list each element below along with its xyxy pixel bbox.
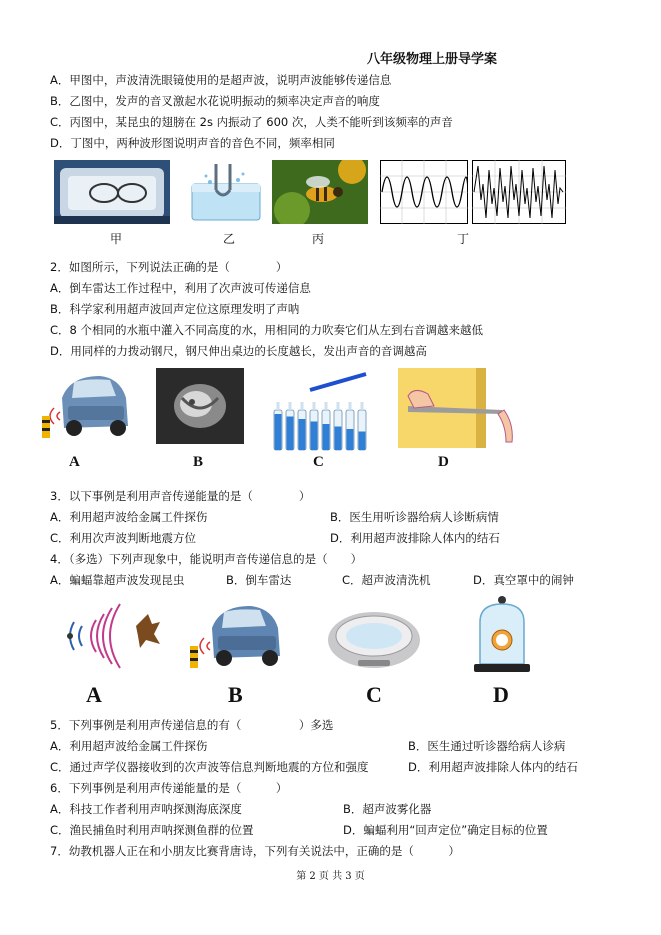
q2-label-c: C xyxy=(313,454,324,470)
q6-option-d: D．蝙蝠利用“回声定位”确定目标的位置 xyxy=(343,823,548,837)
q5-option-c: C．通过声学仪器接收到的次声波等信息判断地震的方位和强度 xyxy=(50,760,369,774)
ultrasonic-cleaner-image xyxy=(54,160,170,224)
caption-jia: 甲 xyxy=(110,232,123,246)
q4-option-d: D．真空罩中的闹钟 xyxy=(473,573,574,587)
q4-stem: 4．（多选）下列声现象中，能说明声音传递信息的是（ ） xyxy=(50,552,363,566)
water-bottle xyxy=(310,402,318,450)
q4-option-a: A．蝙蝠靠超声波发现昆虫 xyxy=(50,573,185,587)
page-header-title: 八年级物理上册导学案 xyxy=(367,52,498,67)
water-bottles-image xyxy=(270,370,370,452)
q2-label-d: D xyxy=(438,454,449,470)
water-bottle xyxy=(358,402,366,450)
water-bottle xyxy=(274,402,282,450)
water-bottle xyxy=(346,402,354,450)
water-bottle xyxy=(298,402,306,450)
caption-yi: 乙 xyxy=(223,232,236,246)
q2-option-b: B．科学家利用超声波回声定位这原理发明了声呐 xyxy=(50,302,300,316)
q3-option-b: B．医生用听诊器给病人诊断病情 xyxy=(330,510,499,524)
q2-stem: 2．如图所示，下列说法正确的是（ ） xyxy=(50,260,288,274)
q6-stem: 6．下列事例是利用声传递能量的是（ ） xyxy=(50,781,288,795)
water-bottle xyxy=(322,402,330,450)
q3-option-d: D．利用超声波排除人体内的结石 xyxy=(330,531,500,545)
car-reverse-radar-image xyxy=(40,368,132,444)
bee-image xyxy=(272,160,368,224)
q5-option-a: A．利用超声波给金属工件探伤 xyxy=(50,739,208,753)
q3-option-a: A．利用超声波给金属工件探伤 xyxy=(50,510,208,524)
q6-option-a: A．科技工作者利用声呐探测海底深度 xyxy=(50,802,242,816)
q1-option-d: D．丁图中，两种波形图说明声音的音色不同，频率相同 xyxy=(50,136,335,150)
q5-option-d: D．利用超声波排除人体内的结石 xyxy=(408,760,578,774)
q6-option-c: C．渔民捕鱼时利用声呐探测鱼群的位置 xyxy=(50,823,254,837)
q1-option-b: B．乙图中，发声的音叉激起水花说明振动的频率决定声音的响度 xyxy=(50,94,380,108)
q4-label-c: C xyxy=(366,682,382,707)
q2-option-c: C．8 个相同的水瓶中灌入不同高度的水，用相同的力吹奏它们从左到右音调越来越低 xyxy=(50,323,483,337)
ultrasonic-cleaner-machine-image xyxy=(324,600,424,674)
q7-stem: 7．幼教机器人正在和小朋友比赛背唐诗，下列有关说法中，正确的是（ ） xyxy=(50,844,460,858)
car-radar-image-2 xyxy=(186,600,284,674)
steel-ruler-image xyxy=(394,366,520,452)
waveform-graph-1 xyxy=(380,160,468,224)
q4-label-d: D xyxy=(493,682,509,707)
waveform-graph-2 xyxy=(472,160,566,224)
q5-stem: 5．下列事例是利用声传递信息的有（ ）多选 xyxy=(50,718,334,732)
water-bottle xyxy=(286,402,294,450)
q4-label-a: A xyxy=(86,682,102,707)
ultrasound-scan-image xyxy=(156,368,244,444)
q2-label-b: B xyxy=(193,454,204,470)
q2-label-a: A xyxy=(69,454,80,470)
tuning-fork-water-image xyxy=(186,160,266,224)
q2-option-a: A．倒车雷达工作过程中，利用了次声波可传递信息 xyxy=(50,281,311,295)
caption-ding: 丁 xyxy=(457,232,470,246)
q3-stem: 3．以下事例是利用声音传递能量的是（ ） xyxy=(50,489,311,503)
q2-option-d: D．用同样的力拨动钢尺，钢尺伸出桌边的长度越长，发出声音的音调越高 xyxy=(50,344,427,358)
vacuum-bell-jar-clock-image xyxy=(472,594,532,674)
q1-option-a: A．甲图中，声波清洗眼镜使用的是超声波，说明声波能够传递信息 xyxy=(50,73,392,87)
water-bottle xyxy=(334,402,342,450)
q4-option-c: C．超声波清洗机 xyxy=(342,573,431,587)
q1-option-c: C．丙图中，某昆虫的翅膀在 2s 内振动了 600 次，人类不能听到该频率的声音 xyxy=(50,115,453,129)
caption-bing: 丙 xyxy=(312,232,325,246)
bat-image xyxy=(60,600,164,674)
q5-option-b: B．医生通过听诊器给病人诊病 xyxy=(408,739,566,753)
q6-option-b: B．超声波雾化器 xyxy=(343,802,432,816)
q3-option-c: C．利用次声波判断地震方位 xyxy=(50,531,197,545)
q4-option-b: B．倒车雷达 xyxy=(226,573,292,587)
q4-label-b: B xyxy=(228,682,243,707)
page-footer: 第 2 页 共 3 页 xyxy=(296,871,365,882)
